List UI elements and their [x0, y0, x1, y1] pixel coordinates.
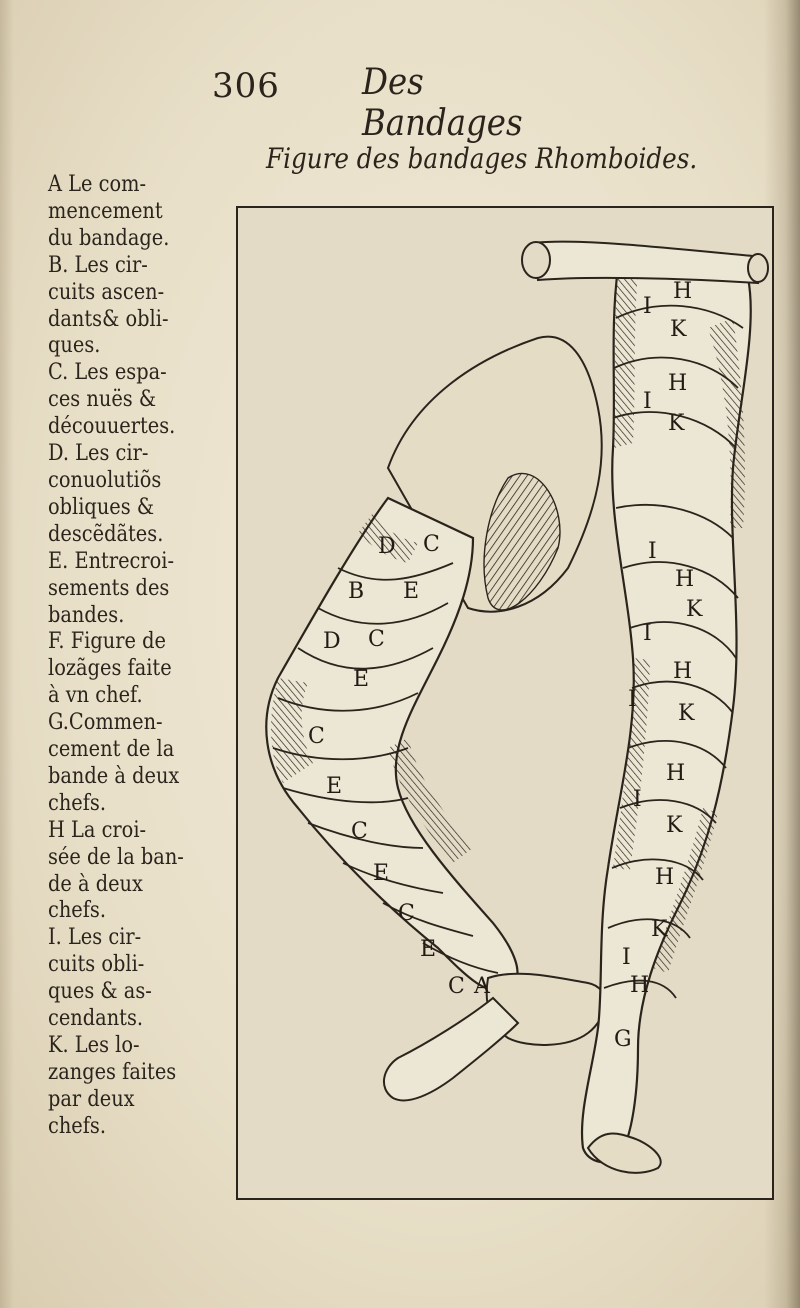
legend-line: cuits obli-: [48, 952, 145, 978]
label-i: I: [643, 621, 652, 646]
label-g: G: [614, 1027, 632, 1052]
page-header: [200, 58, 620, 144]
legend-line: descẽdãtes.: [48, 521, 164, 547]
label-i: I: [648, 539, 657, 564]
label-k: K: [678, 701, 695, 726]
legend-line: cuits ascen-: [48, 279, 165, 305]
page-number: 306: [212, 66, 280, 106]
bandage-roll-end: [748, 254, 768, 282]
bandaged-limbs-engraving: [238, 208, 772, 1198]
legend-line: A Le com-: [48, 172, 147, 197]
label-h: H: [673, 659, 693, 684]
bandage-tail: [384, 998, 518, 1100]
legend-line: bandes.: [48, 602, 125, 628]
label-c: C: [308, 724, 325, 749]
legend-line: E. Entrecroi-: [48, 548, 175, 574]
label-h: H: [666, 761, 686, 786]
legend-line: chefs.: [48, 790, 107, 816]
bandage-roll: [533, 242, 758, 283]
legend-line: ces nuës &: [48, 387, 157, 413]
legend-line: B. Les cir-: [48, 252, 148, 278]
legend-line: bande à deux: [48, 763, 180, 789]
legend-line: du bandage.: [48, 225, 170, 251]
legend-line: H La croi-: [48, 817, 147, 843]
label-k: K: [670, 317, 687, 342]
figure-title: Figure des bandages Rhomboides.: [266, 142, 698, 175]
label-c: C: [351, 819, 368, 844]
legend-line: G.Commen-: [48, 710, 163, 736]
label-k: K: [668, 411, 685, 436]
legend-line: ques & as-: [48, 979, 152, 1005]
legend-line: à vn chef.: [48, 683, 143, 709]
label-c: C: [398, 901, 415, 926]
legend-line: F. Figure de: [48, 629, 166, 655]
legend-line: conuolutiõs: [48, 467, 162, 493]
straight-leg-foot: [588, 1134, 661, 1173]
label-c: C: [448, 974, 465, 999]
label-k: K: [666, 813, 683, 838]
legend-line: sée de la ban-: [48, 844, 184, 870]
legend-line: découuertes.: [48, 414, 176, 440]
label-k: K: [651, 917, 668, 942]
legend-line: lozãges faite: [48, 656, 172, 682]
label-e: E: [420, 937, 437, 962]
label-e: E: [353, 667, 370, 692]
legend-line: obliques &: [48, 494, 155, 520]
legend-line: par deux: [48, 1086, 135, 1112]
legend-line: ques.: [48, 333, 101, 359]
label-a: A: [474, 974, 490, 999]
label-h: H: [673, 279, 693, 304]
legend-line: cement de la: [48, 737, 175, 763]
page-gutter-shadow: [0, 0, 14, 1308]
legend-line: K. Les lo-: [48, 1033, 140, 1058]
label-e: E: [326, 774, 343, 799]
label-e: E: [373, 861, 390, 886]
label-d: D: [323, 629, 341, 654]
label-i: I: [643, 294, 652, 319]
legend-line: cendants.: [48, 1006, 144, 1032]
label-c: C: [368, 627, 385, 652]
running-head: Des Bandages: [362, 62, 523, 144]
legend-line: chefs.: [48, 1113, 107, 1139]
legend-line: I. Les cir-: [48, 925, 142, 951]
label-i: I: [633, 787, 642, 812]
label-i: I: [622, 945, 631, 970]
figure-legend: [48, 172, 218, 1141]
label-b: B: [348, 579, 365, 604]
label-e: E: [403, 579, 420, 604]
label-i: I: [628, 687, 637, 712]
legend-line: de à deux: [48, 871, 143, 897]
label-d: D: [378, 534, 396, 559]
label-h: H: [675, 567, 695, 592]
bandage-roll-end: [522, 242, 550, 278]
legend-line: C. Les espa-: [48, 360, 167, 386]
label-i: I: [643, 389, 652, 414]
legend-line: dants& obli-: [48, 306, 169, 332]
label-c: C: [423, 532, 440, 557]
legend-line: zanges faites: [48, 1059, 177, 1085]
engraving-plate: [236, 206, 774, 1200]
label-h: H: [655, 865, 675, 890]
legend-line: mencement: [48, 198, 163, 224]
legend-line: D. Les cir-: [48, 441, 149, 467]
legend-line: chefs.: [48, 898, 107, 924]
label-h: H: [630, 973, 650, 998]
legend-line: sements des: [48, 575, 170, 601]
label-h: H: [668, 371, 688, 396]
label-k: K: [686, 597, 703, 622]
